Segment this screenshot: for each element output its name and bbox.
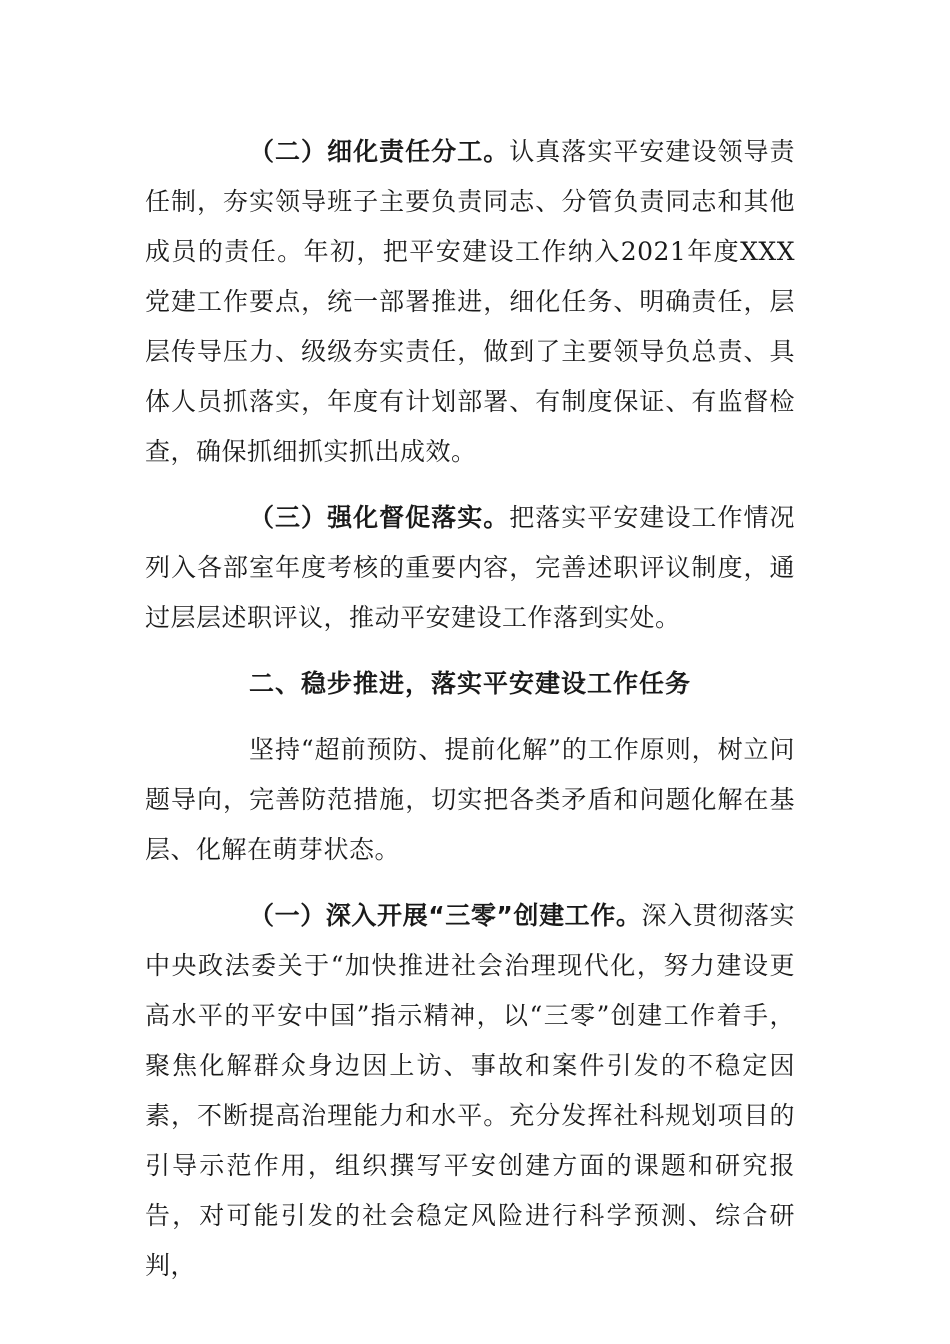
- paragraph-text: 认真落实平安建设领导责任制，夯实领导班子主要负责同志、分管负责同志和其他成员的责任。年初，把平安建设工作纳入2021年度XXX党建工作要点，统一部署推进，细化任务、明确责任，层层传导压力、级级夯实责任，做到了主要领导负总责、具体人员抓落实，年度有计划部署、有制度保证、有监督检查，确保抓细抓实抓出成效。: [145, 137, 795, 466]
- paragraph-principle: [145, 725, 795, 875]
- document-body: [145, 127, 795, 1307]
- paragraph-text: 把落实平安建设工作情况列入各部室年度考核的重要内容，完善述职评议制度，通过层层述职评议，推动平安建设工作落到实处。: [145, 503, 795, 632]
- paragraph-text: 坚持“超前预防、提前化解”的工作原则，树立问题导向，完善防范措施，切实把各类矛盾和问题化解在基层、化解在萌芽状态。: [145, 735, 795, 864]
- paragraph-lead: （三）强化督促落实。: [249, 503, 510, 532]
- section-heading: 二、稳步推进，落实平安建设工作任务: [249, 669, 692, 698]
- paragraph-strengthen-supervision: [145, 493, 795, 643]
- paragraph-lead: （二）细化责任分工。: [249, 137, 510, 166]
- paragraph-refine-responsibility: [145, 127, 795, 477]
- paragraph-text: 深入贯彻落实中央政法委关于“加快推进社会治理现代化，努力建设更高水平的平安中国”指示精神，以“三零”创建工作着手，聚焦化解群众身边因上访、事故和案件引发的不稳定因素，不断提高治理能力和水平。充分发挥社科规划项目的引导示范作用，组织撰写平安创建方面的课题和研究报告，对可能引发的社会稳定风险进行科学预测、综合研判，: [145, 901, 795, 1280]
- paragraph-lead: （一）深入开展“三零”创建工作。: [249, 901, 642, 930]
- paragraph-three-zero: [145, 891, 795, 1291]
